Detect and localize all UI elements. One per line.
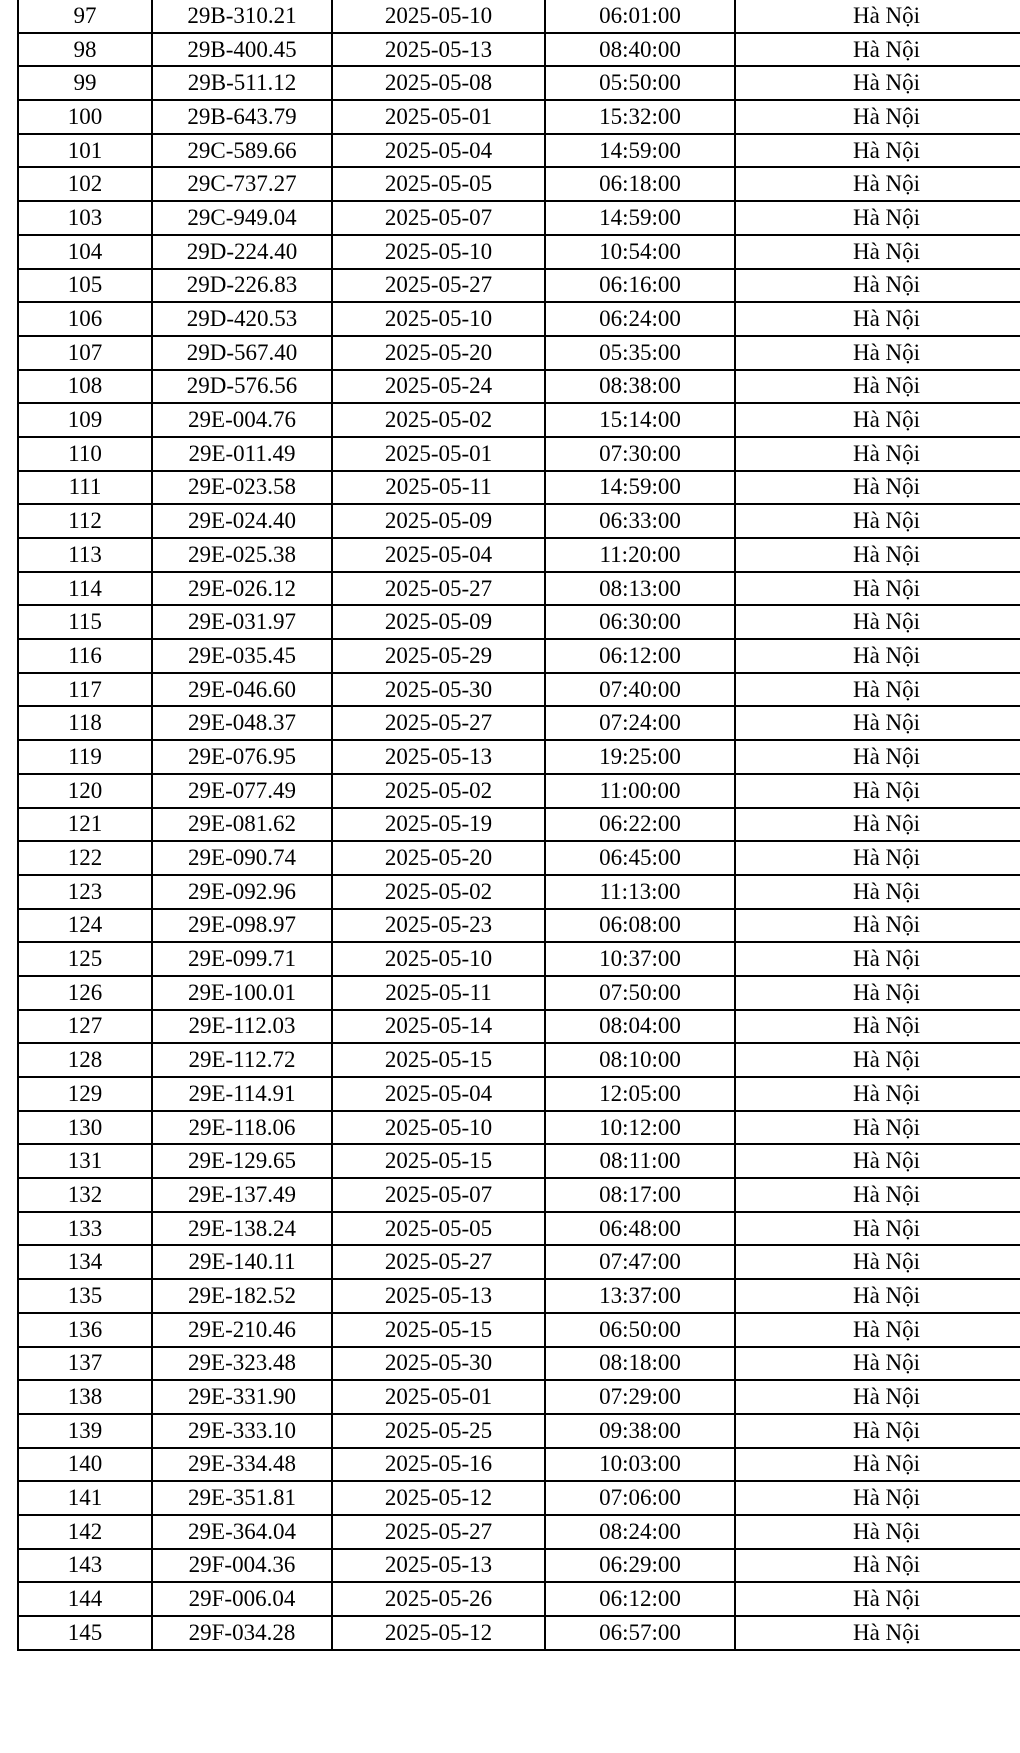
location-cell: Hà Nội bbox=[735, 1448, 1020, 1482]
table-row bbox=[18, 0, 1020, 33]
row-number-cell: 115 bbox=[18, 605, 152, 639]
location-cell: Hà Nội bbox=[735, 33, 1020, 67]
license-plate-cell: 29E-081.62 bbox=[152, 808, 332, 842]
time-cell: 08:18:00 bbox=[545, 1347, 735, 1381]
table-row bbox=[18, 740, 1020, 774]
license-plate-cell: 29E-024.40 bbox=[152, 504, 332, 538]
location-cell: Hà Nội bbox=[735, 1616, 1020, 1650]
location-cell: Hà Nội bbox=[735, 336, 1020, 370]
location-cell: Hà Nội bbox=[735, 1077, 1020, 1111]
license-plate-cell: 29E-048.37 bbox=[152, 706, 332, 740]
time-cell: 06:50:00 bbox=[545, 1313, 735, 1347]
license-plate-cell: 29B-511.12 bbox=[152, 66, 332, 100]
row-number-cell: 126 bbox=[18, 976, 152, 1010]
row-number-cell: 130 bbox=[18, 1111, 152, 1145]
date-cell: 2025-05-04 bbox=[332, 1077, 545, 1111]
location-cell: Hà Nội bbox=[735, 841, 1020, 875]
license-plate-cell: 29E-023.58 bbox=[152, 471, 332, 505]
table-row bbox=[18, 1616, 1020, 1650]
table-row bbox=[18, 33, 1020, 67]
date-cell: 2025-05-15 bbox=[332, 1313, 545, 1347]
location-cell: Hà Nội bbox=[735, 437, 1020, 471]
date-cell: 2025-05-10 bbox=[332, 0, 545, 33]
time-cell: 07:50:00 bbox=[545, 976, 735, 1010]
row-number-cell: 125 bbox=[18, 942, 152, 976]
row-number-cell: 108 bbox=[18, 370, 152, 404]
date-cell: 2025-05-04 bbox=[332, 134, 545, 168]
row-number-cell: 140 bbox=[18, 1448, 152, 1482]
table-row bbox=[18, 1313, 1020, 1347]
row-number-cell: 100 bbox=[18, 100, 152, 134]
time-cell: 07:40:00 bbox=[545, 673, 735, 707]
date-cell: 2025-05-20 bbox=[332, 336, 545, 370]
location-cell: Hà Nội bbox=[735, 1245, 1020, 1279]
row-number-cell: 143 bbox=[18, 1549, 152, 1583]
table-row bbox=[18, 605, 1020, 639]
license-plate-cell: 29E-114.91 bbox=[152, 1077, 332, 1111]
time-cell: 06:18:00 bbox=[545, 167, 735, 201]
location-cell: Hà Nội bbox=[735, 740, 1020, 774]
table-row bbox=[18, 336, 1020, 370]
time-cell: 13:37:00 bbox=[545, 1279, 735, 1313]
location-cell: Hà Nội bbox=[735, 235, 1020, 269]
license-plate-cell: 29F-006.04 bbox=[152, 1582, 332, 1616]
time-cell: 14:59:00 bbox=[545, 134, 735, 168]
location-cell: Hà Nội bbox=[735, 639, 1020, 673]
date-cell: 2025-05-09 bbox=[332, 605, 545, 639]
table-row bbox=[18, 269, 1020, 303]
location-cell: Hà Nội bbox=[735, 706, 1020, 740]
table-row bbox=[18, 639, 1020, 673]
table-row bbox=[18, 1178, 1020, 1212]
time-cell: 19:25:00 bbox=[545, 740, 735, 774]
date-cell: 2025-05-01 bbox=[332, 1380, 545, 1414]
table-row bbox=[18, 370, 1020, 404]
license-plate-cell: 29D-420.53 bbox=[152, 302, 332, 336]
time-cell: 06:45:00 bbox=[545, 841, 735, 875]
license-plate-cell: 29E-351.81 bbox=[152, 1481, 332, 1515]
location-cell: Hà Nội bbox=[735, 808, 1020, 842]
time-cell: 15:14:00 bbox=[545, 403, 735, 437]
row-number-cell: 132 bbox=[18, 1178, 152, 1212]
row-number-cell: 104 bbox=[18, 235, 152, 269]
violations-table bbox=[17, 0, 1020, 1651]
row-number-cell: 113 bbox=[18, 538, 152, 572]
location-cell: Hà Nội bbox=[735, 1010, 1020, 1044]
date-cell: 2025-05-27 bbox=[332, 1515, 545, 1549]
date-cell: 2025-05-13 bbox=[332, 740, 545, 774]
time-cell: 06:29:00 bbox=[545, 1549, 735, 1583]
time-cell: 07:29:00 bbox=[545, 1380, 735, 1414]
row-number-cell: 119 bbox=[18, 740, 152, 774]
time-cell: 05:35:00 bbox=[545, 336, 735, 370]
time-cell: 07:30:00 bbox=[545, 437, 735, 471]
license-plate-cell: 29E-092.96 bbox=[152, 875, 332, 909]
date-cell: 2025-05-25 bbox=[332, 1414, 545, 1448]
date-cell: 2025-05-15 bbox=[332, 1144, 545, 1178]
time-cell: 09:38:00 bbox=[545, 1414, 735, 1448]
date-cell: 2025-05-13 bbox=[332, 1279, 545, 1313]
row-number-cell: 116 bbox=[18, 639, 152, 673]
license-plate-cell: 29E-334.48 bbox=[152, 1448, 332, 1482]
time-cell: 08:13:00 bbox=[545, 572, 735, 606]
table-row bbox=[18, 909, 1020, 943]
table-row bbox=[18, 1144, 1020, 1178]
license-plate-cell: 29E-364.04 bbox=[152, 1515, 332, 1549]
date-cell: 2025-05-29 bbox=[332, 639, 545, 673]
row-number-cell: 109 bbox=[18, 403, 152, 437]
table-row bbox=[18, 1481, 1020, 1515]
location-cell: Hà Nội bbox=[735, 269, 1020, 303]
table-row bbox=[18, 167, 1020, 201]
table-row bbox=[18, 437, 1020, 471]
table-row bbox=[18, 1515, 1020, 1549]
time-cell: 06:01:00 bbox=[545, 0, 735, 33]
row-number-cell: 123 bbox=[18, 875, 152, 909]
table-row bbox=[18, 403, 1020, 437]
time-cell: 15:32:00 bbox=[545, 100, 735, 134]
row-number-cell: 101 bbox=[18, 134, 152, 168]
location-cell: Hà Nội bbox=[735, 1178, 1020, 1212]
license-plate-cell: 29E-004.76 bbox=[152, 403, 332, 437]
row-number-cell: 112 bbox=[18, 504, 152, 538]
location-cell: Hà Nội bbox=[735, 1313, 1020, 1347]
date-cell: 2025-05-14 bbox=[332, 1010, 545, 1044]
time-cell: 06:12:00 bbox=[545, 1582, 735, 1616]
license-plate-cell: 29D-567.40 bbox=[152, 336, 332, 370]
license-plate-cell: 29E-331.90 bbox=[152, 1380, 332, 1414]
date-cell: 2025-05-05 bbox=[332, 167, 545, 201]
row-number-cell: 103 bbox=[18, 201, 152, 235]
table-row bbox=[18, 1582, 1020, 1616]
time-cell: 14:59:00 bbox=[545, 201, 735, 235]
time-cell: 07:47:00 bbox=[545, 1245, 735, 1279]
license-plate-cell: 29C-737.27 bbox=[152, 167, 332, 201]
time-cell: 06:12:00 bbox=[545, 639, 735, 673]
row-number-cell: 142 bbox=[18, 1515, 152, 1549]
time-cell: 07:06:00 bbox=[545, 1481, 735, 1515]
license-plate-cell: 29E-026.12 bbox=[152, 572, 332, 606]
time-cell: 11:13:00 bbox=[545, 875, 735, 909]
date-cell: 2025-05-27 bbox=[332, 1245, 545, 1279]
location-cell: Hà Nội bbox=[735, 471, 1020, 505]
time-cell: 10:12:00 bbox=[545, 1111, 735, 1145]
location-cell: Hà Nội bbox=[735, 875, 1020, 909]
date-cell: 2025-05-05 bbox=[332, 1212, 545, 1246]
table-row bbox=[18, 471, 1020, 505]
table-row bbox=[18, 504, 1020, 538]
table-row bbox=[18, 841, 1020, 875]
date-cell: 2025-05-12 bbox=[332, 1481, 545, 1515]
date-cell: 2025-05-19 bbox=[332, 808, 545, 842]
location-cell: Hà Nội bbox=[735, 1212, 1020, 1246]
row-number-cell: 124 bbox=[18, 909, 152, 943]
license-plate-cell: 29E-098.97 bbox=[152, 909, 332, 943]
table-row bbox=[18, 673, 1020, 707]
license-plate-cell: 29F-004.36 bbox=[152, 1549, 332, 1583]
time-cell: 06:16:00 bbox=[545, 269, 735, 303]
license-plate-cell: 29E-046.60 bbox=[152, 673, 332, 707]
date-cell: 2025-05-16 bbox=[332, 1448, 545, 1482]
time-cell: 08:17:00 bbox=[545, 1178, 735, 1212]
date-cell: 2025-05-11 bbox=[332, 976, 545, 1010]
location-cell: Hà Nội bbox=[735, 538, 1020, 572]
license-plate-cell: 29D-226.83 bbox=[152, 269, 332, 303]
table-row bbox=[18, 235, 1020, 269]
row-number-cell: 127 bbox=[18, 1010, 152, 1044]
row-number-cell: 134 bbox=[18, 1245, 152, 1279]
license-plate-cell: 29E-129.65 bbox=[152, 1144, 332, 1178]
date-cell: 2025-05-12 bbox=[332, 1616, 545, 1650]
row-number-cell: 120 bbox=[18, 774, 152, 808]
time-cell: 06:22:00 bbox=[545, 808, 735, 842]
table-row bbox=[18, 1245, 1020, 1279]
license-plate-cell: 29C-589.66 bbox=[152, 134, 332, 168]
location-cell: Hà Nội bbox=[735, 1347, 1020, 1381]
license-plate-cell: 29E-077.49 bbox=[152, 774, 332, 808]
license-plate-cell: 29B-310.21 bbox=[152, 0, 332, 33]
license-plate-cell: 29E-099.71 bbox=[152, 942, 332, 976]
license-plate-cell: 29E-138.24 bbox=[152, 1212, 332, 1246]
row-number-cell: 99 bbox=[18, 66, 152, 100]
row-number-cell: 121 bbox=[18, 808, 152, 842]
row-number-cell: 111 bbox=[18, 471, 152, 505]
location-cell: Hà Nội bbox=[735, 1549, 1020, 1583]
date-cell: 2025-05-10 bbox=[332, 1111, 545, 1145]
location-cell: Hà Nội bbox=[735, 1111, 1020, 1145]
license-plate-cell: 29E-323.48 bbox=[152, 1347, 332, 1381]
location-cell: Hà Nội bbox=[735, 605, 1020, 639]
row-number-cell: 136 bbox=[18, 1313, 152, 1347]
time-cell: 10:03:00 bbox=[545, 1448, 735, 1482]
location-cell: Hà Nội bbox=[735, 403, 1020, 437]
license-plate-cell: 29E-025.38 bbox=[152, 538, 332, 572]
license-plate-cell: 29E-140.11 bbox=[152, 1245, 332, 1279]
time-cell: 08:38:00 bbox=[545, 370, 735, 404]
location-cell: Hà Nội bbox=[735, 167, 1020, 201]
date-cell: 2025-05-10 bbox=[332, 942, 545, 976]
location-cell: Hà Nội bbox=[735, 100, 1020, 134]
date-cell: 2025-05-30 bbox=[332, 1347, 545, 1381]
table-container bbox=[17, 0, 1020, 1753]
date-cell: 2025-05-02 bbox=[332, 774, 545, 808]
row-number-cell: 117 bbox=[18, 673, 152, 707]
time-cell: 08:04:00 bbox=[545, 1010, 735, 1044]
table-row bbox=[18, 201, 1020, 235]
license-plate-cell: 29E-031.97 bbox=[152, 605, 332, 639]
date-cell: 2025-05-13 bbox=[332, 1549, 545, 1583]
time-cell: 05:50:00 bbox=[545, 66, 735, 100]
row-number-cell: 135 bbox=[18, 1279, 152, 1313]
row-number-cell: 122 bbox=[18, 841, 152, 875]
location-cell: Hà Nội bbox=[735, 1380, 1020, 1414]
time-cell: 08:10:00 bbox=[545, 1043, 735, 1077]
table-row bbox=[18, 1043, 1020, 1077]
table-row bbox=[18, 774, 1020, 808]
row-number-cell: 106 bbox=[18, 302, 152, 336]
time-cell: 10:37:00 bbox=[545, 942, 735, 976]
license-plate-cell: 29B-400.45 bbox=[152, 33, 332, 67]
license-plate-cell: 29E-118.06 bbox=[152, 1111, 332, 1145]
date-cell: 2025-05-30 bbox=[332, 673, 545, 707]
table-row bbox=[18, 875, 1020, 909]
table-row bbox=[18, 808, 1020, 842]
time-cell: 06:48:00 bbox=[545, 1212, 735, 1246]
time-cell: 06:33:00 bbox=[545, 504, 735, 538]
location-cell: Hà Nội bbox=[735, 1414, 1020, 1448]
table-row bbox=[18, 1380, 1020, 1414]
location-cell: Hà Nội bbox=[735, 976, 1020, 1010]
time-cell: 08:40:00 bbox=[545, 33, 735, 67]
date-cell: 2025-05-07 bbox=[332, 201, 545, 235]
license-plate-cell: 29E-333.10 bbox=[152, 1414, 332, 1448]
date-cell: 2025-05-13 bbox=[332, 33, 545, 67]
row-number-cell: 102 bbox=[18, 167, 152, 201]
table-row bbox=[18, 538, 1020, 572]
location-cell: Hà Nội bbox=[735, 0, 1020, 33]
date-cell: 2025-05-11 bbox=[332, 471, 545, 505]
location-cell: Hà Nội bbox=[735, 774, 1020, 808]
location-cell: Hà Nội bbox=[735, 504, 1020, 538]
license-plate-cell: 29D-576.56 bbox=[152, 370, 332, 404]
date-cell: 2025-05-26 bbox=[332, 1582, 545, 1616]
license-plate-cell: 29E-112.03 bbox=[152, 1010, 332, 1044]
row-number-cell: 129 bbox=[18, 1077, 152, 1111]
license-plate-cell: 29E-076.95 bbox=[152, 740, 332, 774]
date-cell: 2025-05-08 bbox=[332, 66, 545, 100]
location-cell: Hà Nội bbox=[735, 1043, 1020, 1077]
row-number-cell: 133 bbox=[18, 1212, 152, 1246]
location-cell: Hà Nội bbox=[735, 1582, 1020, 1616]
row-number-cell: 144 bbox=[18, 1582, 152, 1616]
location-cell: Hà Nội bbox=[735, 673, 1020, 707]
license-plate-cell: 29E-137.49 bbox=[152, 1178, 332, 1212]
row-number-cell: 97 bbox=[18, 0, 152, 33]
table-row bbox=[18, 1414, 1020, 1448]
license-plate-cell: 29E-035.45 bbox=[152, 639, 332, 673]
date-cell: 2025-05-15 bbox=[332, 1043, 545, 1077]
date-cell: 2025-05-10 bbox=[332, 235, 545, 269]
row-number-cell: 105 bbox=[18, 269, 152, 303]
date-cell: 2025-05-02 bbox=[332, 875, 545, 909]
time-cell: 14:59:00 bbox=[545, 471, 735, 505]
license-plate-cell: 29E-182.52 bbox=[152, 1279, 332, 1313]
date-cell: 2025-05-23 bbox=[332, 909, 545, 943]
table-row bbox=[18, 66, 1020, 100]
table-row bbox=[18, 302, 1020, 336]
row-number-cell: 118 bbox=[18, 706, 152, 740]
location-cell: Hà Nội bbox=[735, 572, 1020, 606]
location-cell: Hà Nội bbox=[735, 302, 1020, 336]
license-plate-cell: 29D-224.40 bbox=[152, 235, 332, 269]
table-row bbox=[18, 134, 1020, 168]
time-cell: 06:57:00 bbox=[545, 1616, 735, 1650]
table-row bbox=[18, 1347, 1020, 1381]
table-row bbox=[18, 1010, 1020, 1044]
license-plate-cell: 29E-090.74 bbox=[152, 841, 332, 875]
time-cell: 11:00:00 bbox=[545, 774, 735, 808]
row-number-cell: 110 bbox=[18, 437, 152, 471]
table-row bbox=[18, 1212, 1020, 1246]
row-number-cell: 98 bbox=[18, 33, 152, 67]
row-number-cell: 141 bbox=[18, 1481, 152, 1515]
time-cell: 06:08:00 bbox=[545, 909, 735, 943]
date-cell: 2025-05-10 bbox=[332, 302, 545, 336]
license-plate-cell: 29F-034.28 bbox=[152, 1616, 332, 1650]
time-cell: 06:30:00 bbox=[545, 605, 735, 639]
date-cell: 2025-05-27 bbox=[332, 572, 545, 606]
table-row bbox=[18, 976, 1020, 1010]
row-number-cell: 137 bbox=[18, 1347, 152, 1381]
time-cell: 08:24:00 bbox=[545, 1515, 735, 1549]
time-cell: 08:11:00 bbox=[545, 1144, 735, 1178]
license-plate-cell: 29E-100.01 bbox=[152, 976, 332, 1010]
row-number-cell: 145 bbox=[18, 1616, 152, 1650]
table-row bbox=[18, 942, 1020, 976]
date-cell: 2025-05-27 bbox=[332, 269, 545, 303]
time-cell: 11:20:00 bbox=[545, 538, 735, 572]
license-plate-cell: 29E-210.46 bbox=[152, 1313, 332, 1347]
table-row bbox=[18, 100, 1020, 134]
location-cell: Hà Nội bbox=[735, 66, 1020, 100]
time-cell: 06:24:00 bbox=[545, 302, 735, 336]
date-cell: 2025-05-24 bbox=[332, 370, 545, 404]
location-cell: Hà Nội bbox=[735, 201, 1020, 235]
location-cell: Hà Nội bbox=[735, 909, 1020, 943]
table-row bbox=[18, 1549, 1020, 1583]
date-cell: 2025-05-09 bbox=[332, 504, 545, 538]
date-cell: 2025-05-04 bbox=[332, 538, 545, 572]
row-number-cell: 138 bbox=[18, 1380, 152, 1414]
row-number-cell: 131 bbox=[18, 1144, 152, 1178]
time-cell: 07:24:00 bbox=[545, 706, 735, 740]
date-cell: 2025-05-27 bbox=[332, 706, 545, 740]
date-cell: 2025-05-01 bbox=[332, 100, 545, 134]
location-cell: Hà Nội bbox=[735, 1515, 1020, 1549]
row-number-cell: 107 bbox=[18, 336, 152, 370]
location-cell: Hà Nội bbox=[735, 370, 1020, 404]
location-cell: Hà Nội bbox=[735, 1481, 1020, 1515]
license-plate-cell: 29B-643.79 bbox=[152, 100, 332, 134]
date-cell: 2025-05-20 bbox=[332, 841, 545, 875]
table-row bbox=[18, 1279, 1020, 1313]
location-cell: Hà Nội bbox=[735, 134, 1020, 168]
row-number-cell: 114 bbox=[18, 572, 152, 606]
table-row bbox=[18, 572, 1020, 606]
table-row bbox=[18, 706, 1020, 740]
location-cell: Hà Nội bbox=[735, 1144, 1020, 1178]
table-row bbox=[18, 1111, 1020, 1145]
table-row bbox=[18, 1448, 1020, 1482]
location-cell: Hà Nội bbox=[735, 1279, 1020, 1313]
row-number-cell: 139 bbox=[18, 1414, 152, 1448]
time-cell: 12:05:00 bbox=[545, 1077, 735, 1111]
time-cell: 10:54:00 bbox=[545, 235, 735, 269]
license-plate-cell: 29E-011.49 bbox=[152, 437, 332, 471]
table-body bbox=[18, 0, 1020, 1650]
location-cell: Hà Nội bbox=[735, 942, 1020, 976]
table-row bbox=[18, 1077, 1020, 1111]
license-plate-cell: 29C-949.04 bbox=[152, 201, 332, 235]
date-cell: 2025-05-01 bbox=[332, 437, 545, 471]
date-cell: 2025-05-02 bbox=[332, 403, 545, 437]
date-cell: 2025-05-07 bbox=[332, 1178, 545, 1212]
license-plate-cell: 29E-112.72 bbox=[152, 1043, 332, 1077]
row-number-cell: 128 bbox=[18, 1043, 152, 1077]
